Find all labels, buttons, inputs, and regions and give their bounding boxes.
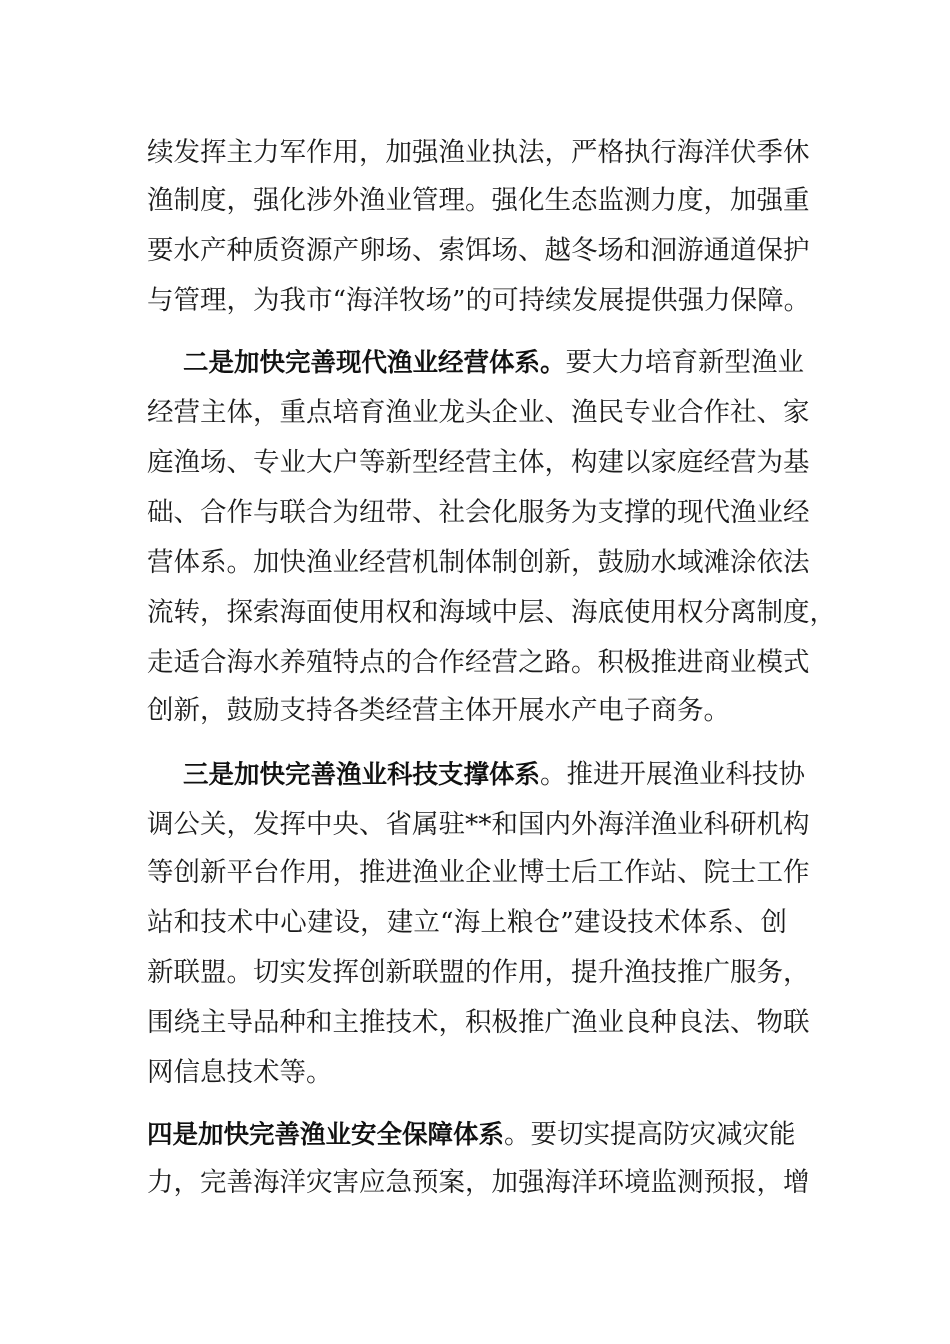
paragraph-3-line-1-text: 。推进开展渔业科技协 [540,759,806,790]
paragraph-2-line-6: 流转，探索海面使用权和海域中层、海底使用权分离制度， [147,597,836,628]
paragraph-3-line-7: 网信息技术等。 [147,1057,333,1088]
paragraph-2-line-7: 走适合海水养殖特点的合作经营之路。积极推进商业模式 [147,647,810,678]
paragraph-2-line-4: 础、合作与联合为纽带、社会化服务为支撑的现代渔业经 [147,497,810,528]
paragraph-1-line-4: 与管理，为我市“海洋牧场”的可持续发展提供强力保障。 [147,285,811,316]
paragraph-3-line-5: 新联盟。切实发挥创新联盟的作用，提升渔技推广服务， [147,957,810,988]
paragraph-4-line-1-text: 。要切实提高防灾减灾能 [504,1119,796,1150]
paragraph-1-line-3: 要水产种质资源产卵场、索饵场、越冬场和洄游通道保护 [147,235,810,266]
paragraph-2-line-5: 营体系。加快渔业经营机制体制创新，鼓励水域滩涂依法 [147,547,810,578]
paragraph-2-line-2: 经营主体，重点培育渔业龙头企业、渔民专业合作社、家 [147,397,810,428]
paragraph-1-line-2: 渔制度，强化涉外渔业管理。强化生态监测力度，加强重 [147,185,810,216]
paragraph-3-line-6: 围绕主导品种和主推技术，积极推广渔业良种良法、物联 [147,1007,810,1038]
paragraph-2-heading: 二是加快完善现代渔业经营体系。 [183,348,566,378]
paragraph-3-line-3: 等创新平台作用，推进渔业企业博士后工作站、院士工作 [147,857,810,888]
paragraph-3-heading: 三是加快完善渔业科技支撑体系 [183,760,541,790]
paragraph-3-line-4: 站和技术中心建设，建立“海上粮仓”建设技术体系、创 [147,907,787,938]
paragraph-4-heading: 四是加快完善渔业安全保障体系 [147,1120,505,1150]
paragraph-2-line-1-text: 要大力培育新型渔业 [565,347,805,378]
paragraph-3-line-1 [183,755,807,795]
paragraph-2-line-8: 创新，鼓励支持各类经营主体开展水产电子商务。 [147,695,730,726]
paragraph-2-line-1 [183,343,807,383]
paragraph-2-line-3: 庭渔场、专业大户等新型经营主体，构建以家庭经营为基 [147,447,810,478]
paragraph-4-line-1 [147,1115,807,1155]
paragraph-1-line-1: 续发挥主力军作用，加强渔业执法，严格执行海洋伏季休 [147,137,810,168]
paragraph-3-line-2: 调公关，发挥中央、省属驻**和国内外海洋渔业科研机构 [147,809,810,840]
paragraph-4-line-2: 力，完善海洋灾害应急预案，加强海洋环境监测预报，增 [147,1167,810,1198]
